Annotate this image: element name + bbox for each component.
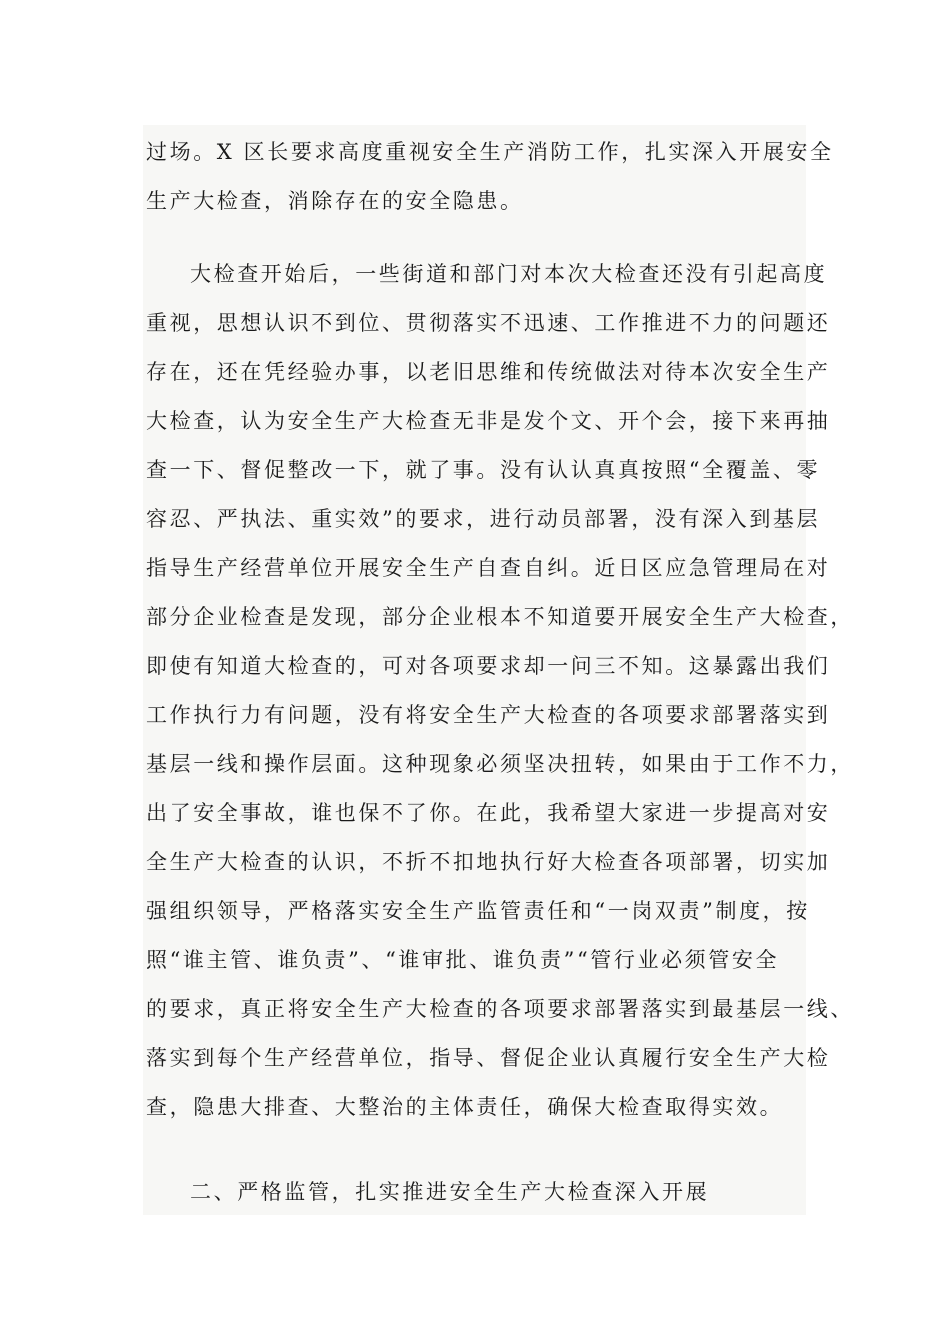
text-line: 落实到每个生产经营单位，指导、督促企业认真履行安全生产大检 xyxy=(146,1046,831,1070)
text-line: 指导生产经营单位开展安全生产自查自纠。近日区应急管理局在对 xyxy=(146,556,831,580)
text-line: 的要求，真正将安全生产大检查的各项要求部署落实到最基层一线、 xyxy=(146,997,854,1021)
paragraph-1 xyxy=(146,128,834,226)
text-line: 重视，思想认识不到位、贯彻落实不迅速、工作推进不力的问题还 xyxy=(146,311,831,335)
text-line: 部分企业检查是发现，部分企业根本不知道要开展安全生产大检查， xyxy=(146,605,854,629)
text-line: 强组织领导，严格落实安全生产监管责任和“一岗双责”制度，按 xyxy=(146,899,810,923)
text-line: 查一下、督促整改一下，就了事。没有认认真真按照“全覆盖、零 xyxy=(146,458,821,482)
text-line: 即使有知道大检查的，可对各项要求却一问三不知。这暴露出我们 xyxy=(146,654,831,678)
text-line: 出了安全事故，谁也保不了你。在此，我希望大家进一步提高对安 xyxy=(146,801,831,825)
text-line: 基层一线和操作层面。这种现象必须坚决扭转，如果由于工作不力， xyxy=(146,752,854,776)
text-line: 工作执行力有问题，没有将安全生产大检查的各项要求部署落实到 xyxy=(146,703,831,727)
text-line: 存在，还在凭经验办事，以老旧思维和传统做法对待本次安全生产 xyxy=(146,360,831,384)
text-line: 容忍、严执法、重实效”的要求，进行动员部署，没有深入到基层 xyxy=(146,507,821,531)
text-line: 查，隐患大排查、大整治的主体责任，确保大检查取得实效。 xyxy=(146,1095,784,1119)
text-line: 全生产大检查的认识，不折不扣地执行好大检查各项部署，切实加 xyxy=(146,850,831,874)
paragraph-2 xyxy=(146,250,854,1132)
text-line: 照“谁主管、谁负责”、“谁审批、谁负责”“管行业必须管安全 xyxy=(146,948,780,972)
text-line: 大检查开始后，一些街道和部门对本次大检查还没有引起高度 xyxy=(190,262,828,286)
section-heading-block xyxy=(146,1168,806,1217)
text-line: 生产大检查，消除存在的安全隐患。 xyxy=(146,189,524,213)
section-heading: 二、严格监管，扎实推进安全生产大检查深入开展 xyxy=(190,1180,710,1204)
text-line: 过场。X 区长要求高度重视安全生产消防工作，扎实深入开展安全 xyxy=(146,140,834,164)
text-line: 大检查，认为安全生产大检查无非是发个文、开个会，接下来再抽 xyxy=(146,409,831,433)
